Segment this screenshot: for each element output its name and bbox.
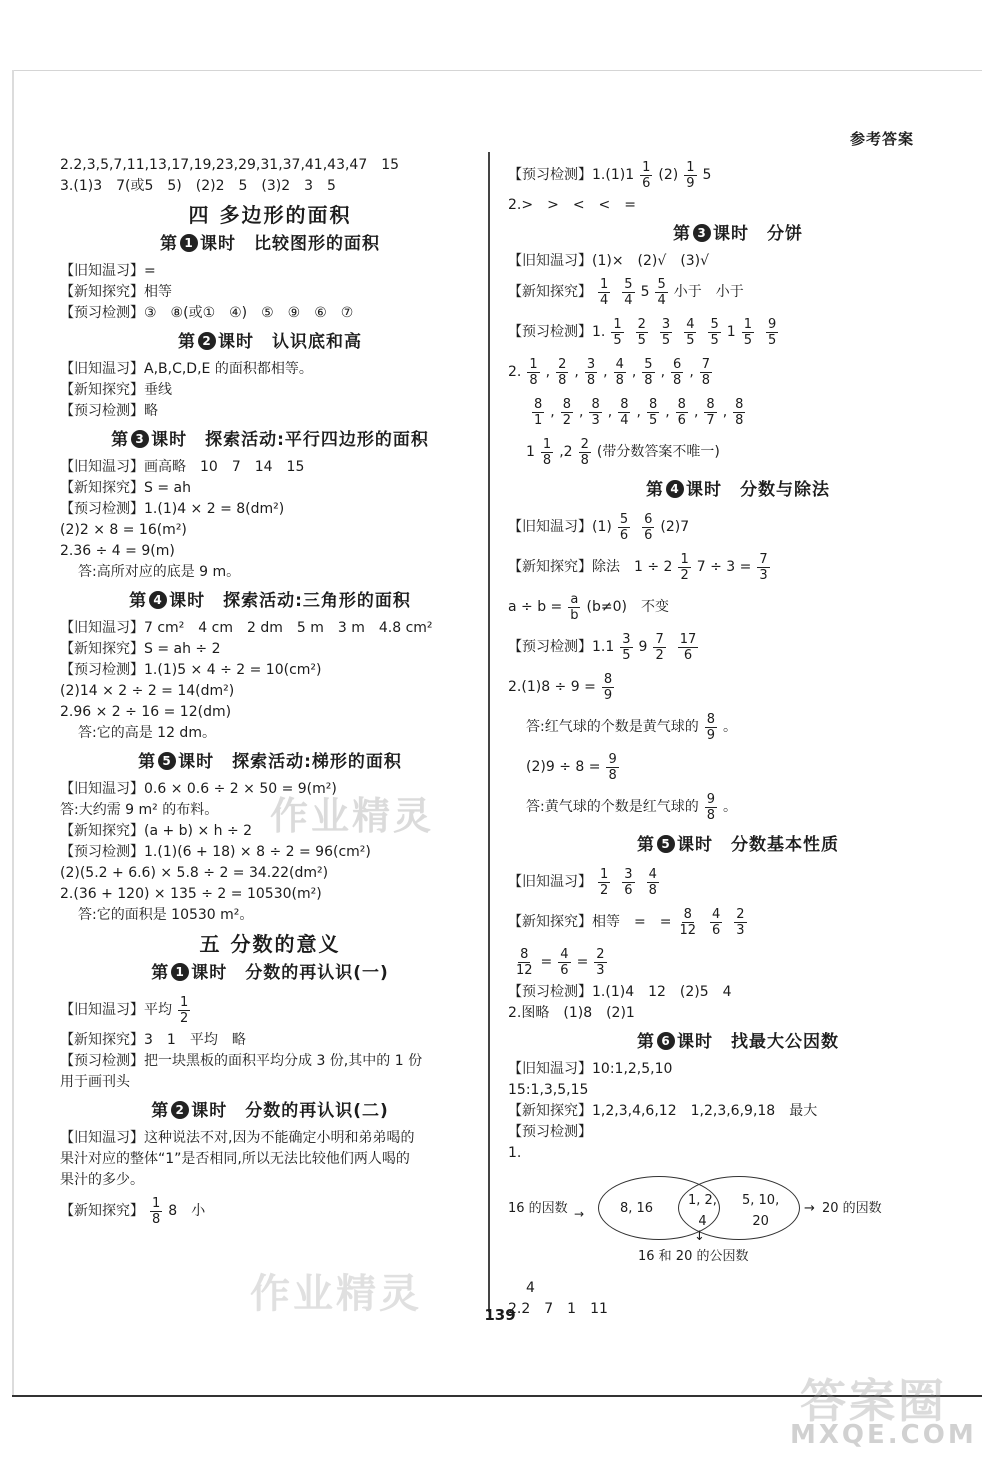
fraction: $\frac{5}{6}$	[619, 511, 629, 543]
fraction: $\frac{6}{8}$	[673, 356, 682, 388]
fraction: $\frac{4}{8}$	[648, 866, 657, 898]
lesson-title: 第 1 课时 分数的再认识(一)	[151, 963, 389, 983]
mixed-number: 1 $\frac{1}{5}$	[726, 316, 752, 348]
lesson-title: 第 5 课时 探索活动:梯形的面积	[138, 752, 402, 772]
answer-line: (2)14 × 2 ÷ 2 = 14(dm²)	[60, 683, 235, 699]
answer-line: 【旧知温习】画高略 10 7 14 15	[60, 459, 305, 475]
fraction: $\frac{9}{8}$	[706, 791, 715, 823]
answer-line: 【旧知温习】这种说法不对,因为不能确定小明和弟弟喝的	[60, 1130, 415, 1146]
fraction: $\frac{8}{12}$	[679, 906, 697, 938]
lesson-number-badge: 1	[180, 234, 198, 252]
lesson-number-badge: 4	[666, 480, 684, 498]
fraction: $\frac{8}{3}$	[591, 396, 600, 428]
fraction: $\frac{2}{5}$	[637, 316, 646, 348]
answer-line: 【预习检测】1.(1)4 12 (2)5 4	[508, 984, 732, 1000]
lesson-title: 第 2 课时 认识底和高	[178, 332, 362, 352]
fraction: $\frac{5}{5}$	[710, 316, 719, 348]
column-divider	[488, 152, 490, 1312]
watermark-logo: 作业精灵	[270, 794, 435, 838]
lesson-number-badge: 2	[198, 332, 216, 350]
answer-line: 【预习检测】	[508, 1124, 592, 1140]
fraction: $\frac{1}{8}$	[529, 356, 538, 388]
answer-line: 果汁的多少。	[60, 1172, 144, 1188]
fraction: $\frac{3}{8}$	[586, 356, 596, 388]
answer-line: 用于画刊头	[60, 1074, 130, 1090]
fraction: $\frac{7}{8}$	[701, 356, 711, 388]
top-rule	[12, 70, 982, 71]
answer-line: $\frac{8}{12}$ = $\frac{4}{6}$ = $\frac{2}{3}$	[516, 946, 605, 978]
fraction: $\frac{5}{4}$	[657, 276, 666, 308]
answer-line: 【预习检测】略	[60, 403, 158, 419]
lesson-number-badge: 3	[693, 224, 711, 242]
answer-line: 答:它的面积是 10530 m²。	[78, 907, 254, 923]
fraction: $\frac{4}{8}$	[615, 356, 624, 388]
answer-line: 【旧知温习】10:1,2,5,10	[508, 1061, 673, 1077]
answer-line: 答:大约需 9 m² 的布料。	[60, 802, 219, 818]
fraction: $\frac{8}{6}$	[677, 396, 686, 428]
answer-line: 【旧知温习】7 cm² 4 cm 2 dm 5 m 3 m 4.8 cm²	[60, 620, 433, 636]
mixed-number: 2 $\frac{2}{8}$	[563, 436, 589, 468]
fraction: $\frac{8}{1}$	[534, 396, 543, 428]
venn-right-label: 20 的因数	[822, 1201, 882, 1216]
fraction: $\frac{1}{5}$	[613, 316, 622, 348]
answer-line: 【预习检测】③ ⑧(或① ④) ⑤ ⑨ ⑥ ⑦	[60, 305, 354, 321]
fraction: $\frac{8}{5}$	[648, 396, 658, 428]
fraction: $\frac{8}{12}$	[516, 946, 533, 978]
arrow-right-icon: →	[574, 1207, 585, 1221]
fraction: $\frac{5}{8}$	[644, 356, 653, 388]
answer-line: 答:黄气球的个数是红气球的 $\frac{9}{8}$ 。	[526, 791, 737, 823]
answer-line: 2.36 ÷ 4 = 9(m)	[60, 543, 175, 559]
arrow-right-icon: →	[804, 1201, 815, 1216]
answer-line: 1 $\frac{1}{8}$ , 2 $\frac{2}{8}$ (带分数答案不唯一)	[526, 436, 720, 468]
answer-line: 2.(1)8 ÷ 9 = $\frac{8}{9}$	[508, 671, 613, 703]
fraction: $\frac{6}{6}$	[644, 511, 653, 543]
mixed-number: 1 $\frac{1}{8}$	[526, 436, 552, 468]
fraction: $\frac{8}{8}$	[735, 396, 744, 428]
answer-line: 2.(36 + 120) × 135 ÷ 2 = 10530(m²)	[60, 886, 322, 902]
left-column	[60, 155, 480, 1231]
answer-line: 【新知探究】相等 = = $\frac{8}{12}$ $\frac{4}{6}$ $\frac{2}{3}$	[508, 906, 745, 938]
venn-bottom-label: 16 和 20 的公因数	[638, 1249, 749, 1264]
answer-line: 【新知探究】(a + b) × h ÷ 2	[60, 823, 253, 839]
answer-line: 【旧知温习】平均 $\frac{1}{2}$	[60, 994, 189, 1026]
answer-line: 【旧知温习】=	[60, 263, 156, 279]
answer-line: (2)2 × 8 = 16(m²)	[60, 522, 187, 538]
watermark-logo: 答案圈	[800, 1374, 947, 1428]
answer-line: 2.96 × 2 ÷ 16 = 12(dm)	[60, 704, 232, 720]
fraction: $\frac{9}{8}$	[608, 751, 617, 783]
answer-line: 2.> > < < =	[508, 197, 637, 213]
answer-line: 3.(1)3 7(或5 5) (2)2 5 (3)2 3 5	[60, 178, 336, 194]
answer-line: 【旧知温习】 $\frac{1}{2}$ $\frac{3}{6}$ $\frac{4}{8}$	[508, 866, 657, 898]
answer-line: 【预习检测】1.(1)(6 + 18) × 8 ÷ 2 = 96(cm²)	[60, 844, 371, 860]
chapter-title: 四 多边形的面积	[188, 203, 352, 227]
fraction: $\frac{2}{8}$	[558, 356, 567, 388]
page-number: 139	[484, 1306, 516, 1324]
page-edge-shadow	[12, 70, 14, 1395]
answer-line: 【新知探究】除法 1 ÷ 2 $\frac{1}{2}$ 7 ÷ 3 = $\frac{7}{3}$	[508, 551, 768, 583]
answer-line: 2. $\frac{1}{8}$ , $\frac{2}{8}$ , $\frac{3}{8}$ , $\frac{4}{8}$ , $\frac{5}{8}$ , $\frac{6}{8}$ , $\frac{7}{8}$	[508, 356, 711, 388]
lesson-number-badge: 1	[171, 963, 189, 981]
lesson-title: 第 5 课时 分数基本性质	[637, 835, 839, 855]
answer-line: 【预习检测】把一块黑板的面积平均分成 3 份,其中的 1 份	[60, 1053, 423, 1069]
arrow-down-icon: ↓	[694, 1229, 705, 1244]
fraction: $\frac{8}{9}$	[603, 671, 613, 703]
answer-line: 【旧知温习】(1)× (2)√ (3)√	[508, 253, 710, 269]
answer-line: 答:红气球的个数是黄气球的 $\frac{8}{9}$ 。	[526, 711, 737, 743]
fraction: $\frac{2}{3}$	[596, 946, 605, 978]
answer-line: 【旧知温习】(1) $\frac{5}{6}$ $\frac{6}{6}$ (2)7	[508, 511, 690, 543]
fraction: $\frac{3}{5}$	[622, 631, 631, 663]
lesson-title: 第 3 课时 分饼	[673, 224, 803, 244]
fraction: $\frac{5}{4}$	[624, 276, 633, 308]
lesson-number-badge: 4	[149, 591, 167, 609]
fraction: $\frac{8}{4}$	[620, 396, 629, 428]
answer-line: 【新知探究】 $\frac{1}{4}$ $\frac{5}{4}$ 5 $\frac{5}{4}$ 小于 小于	[508, 276, 744, 308]
venn-left-label: 16 的因数	[508, 1201, 568, 1216]
fraction: $\frac{8}{7}$	[706, 396, 715, 428]
lesson-title: 第 6 课时 找最大公因数	[637, 1032, 839, 1052]
answer-line: (2)(5.2 + 6.6) × 5.8 ÷ 2 = 34.22(dm²)	[60, 865, 329, 881]
watermark-logo: MXQE.COM	[790, 1420, 977, 1450]
answer-line: 2.图略 (1)8 (2)1	[508, 1005, 635, 1021]
answer-line: $\frac{8}{1}$ , $\frac{8}{2}$ , $\frac{8}{3}$ , $\frac{8}{4}$ , $\frac{8}{5}$ , $\frac{8}{6}$ , $\frac{8}{7}$ , $\frac{8}{8}$	[534, 396, 744, 428]
lesson-number-badge: 2	[171, 1101, 189, 1119]
answer-line: 答:它的高是 12 dm。	[78, 725, 216, 741]
answer-line: 【旧知温习】0.6 × 0.6 ÷ 2 × 50 = 9(m²)	[60, 781, 337, 797]
lesson-number-badge: 6	[657, 1032, 675, 1050]
lesson-title: 第 4 课时 探索活动:三角形的面积	[129, 591, 411, 611]
lesson-title: 第 3 课时 探索活动:平行四边形的面积	[111, 430, 429, 450]
answer-line: 【新知探究】1,2,3,4,6,12 1,2,3,6,9,18 最大	[508, 1103, 818, 1119]
fraction: $\frac{7}{2}$	[655, 631, 664, 663]
answer-line: 【预习检测】1.(1)4 × 2 = 8(dm²)	[60, 501, 285, 517]
answer-line: 【新知探究】3 1 平均 略	[60, 1032, 246, 1048]
fraction: $\frac{1}{6}$	[642, 159, 651, 191]
fraction: $\frac{1}{2}$	[600, 866, 609, 898]
answer-line: 【预习检测】1. $\frac{1}{5}$ $\frac{2}{5}$ $\frac{3}{5}$ $\frac{4}{5}$ $\frac{5}{5}$ 1 $\frac{1}{5}$ $\frac{9}{5}$	[508, 316, 777, 348]
answer-line: 果汁对应的整体“1”是否相同,所以无法比较他们两人喝的	[60, 1151, 410, 1167]
fraction: $\frac{4}{6}$	[560, 946, 569, 978]
venn-left-only: 8, 16	[620, 1201, 654, 1216]
answer-line: (2)9 ÷ 8 = $\frac{9}{8}$	[526, 751, 617, 783]
fraction: $\frac{4}{6}$	[712, 906, 721, 938]
answer-line: 【预习检测】1.(1)5 × 4 ÷ 2 = 10(cm²)	[60, 662, 322, 678]
chapter-title: 五 分数的意义	[199, 932, 341, 956]
answer-line: 1.	[508, 1145, 522, 1161]
answer-line: 2.2 7 1 11	[508, 1301, 608, 1317]
answer-line: 【预习检测】1.1 $\frac{3}{5}$ 9 $\frac{7}{2}$ $\frac{17}{6}$	[508, 631, 697, 663]
fraction: $\frac{3}{6}$	[624, 866, 633, 898]
answer-line: 【新知探究】相等	[60, 284, 172, 300]
lesson-number-badge: 5	[158, 752, 176, 770]
fraction: $\frac{8}{9}$	[706, 711, 715, 743]
answer-line: 【新知探究】S = ah	[60, 480, 191, 496]
lesson-number-badge: 3	[131, 430, 149, 448]
answer-line: 【新知探究】 $\frac{1}{8}$ 8 小	[60, 1195, 206, 1227]
answer-line: 【旧知温习】A,B,C,D,E 的面积都相等。	[60, 361, 313, 377]
answer-line: 【新知探究】S = ah ÷ 2	[60, 641, 221, 657]
fraction: $\frac{9}{5}$	[767, 316, 777, 348]
venn-diagram	[508, 1168, 928, 1278]
fraction: $\frac{2}{3}$	[736, 906, 745, 938]
answer-line: 答:高所对应的底是 9 m。	[78, 564, 241, 580]
fraction: $\frac{8}{2}$	[562, 396, 572, 428]
fraction: $\frac{3}{5}$	[661, 316, 671, 348]
fraction: $\frac{1}{2}$	[180, 994, 189, 1026]
right-column	[508, 155, 968, 1320]
answer-line: 【新知探究】垂线	[60, 382, 172, 398]
fraction: $\frac{1}{9}$	[686, 159, 695, 191]
fraction: $\frac{a}{b}$	[570, 591, 579, 623]
fraction: $\frac{4}{5}$	[686, 316, 695, 348]
answer-line: 【预习检测】1.(1)1 $\frac{1}{6}$ (2) $\frac{1}{9}$ 5	[508, 159, 712, 191]
answer-line: a ÷ b = $\frac{a}{b}$ (b≠0) 不变	[508, 591, 669, 623]
lesson-title: 第 4 课时 分数与除法	[646, 480, 830, 500]
lesson-title: 第 1 课时 比较图形的面积	[160, 234, 380, 254]
answer-line: 15:1,3,5,15	[508, 1082, 589, 1098]
running-header: 参考答案	[850, 130, 915, 148]
answer-line: 2.2,3,5,7,11,13,17,19,23,29,31,37,41,43,47 15	[60, 157, 400, 173]
lesson-title: 第 2 课时 分数的再认识(二)	[151, 1101, 389, 1121]
venn-common: 1, 2, 4	[688, 1193, 717, 1229]
fraction: $\frac{17}{6}$	[679, 631, 697, 663]
fraction: $\frac{1}{8}$	[152, 1195, 161, 1227]
venn-right-only: 5, 10, 20	[742, 1193, 780, 1229]
fraction: $\frac{7}{3}$	[759, 551, 768, 583]
fraction: $\frac{1}{2}$	[680, 551, 689, 583]
watermark-logo: 作业精灵	[250, 1271, 422, 1317]
lesson-number-badge: 5	[657, 835, 675, 853]
answer-line: 4	[526, 1280, 535, 1296]
fraction: $\frac{1}{4}$	[600, 276, 609, 308]
